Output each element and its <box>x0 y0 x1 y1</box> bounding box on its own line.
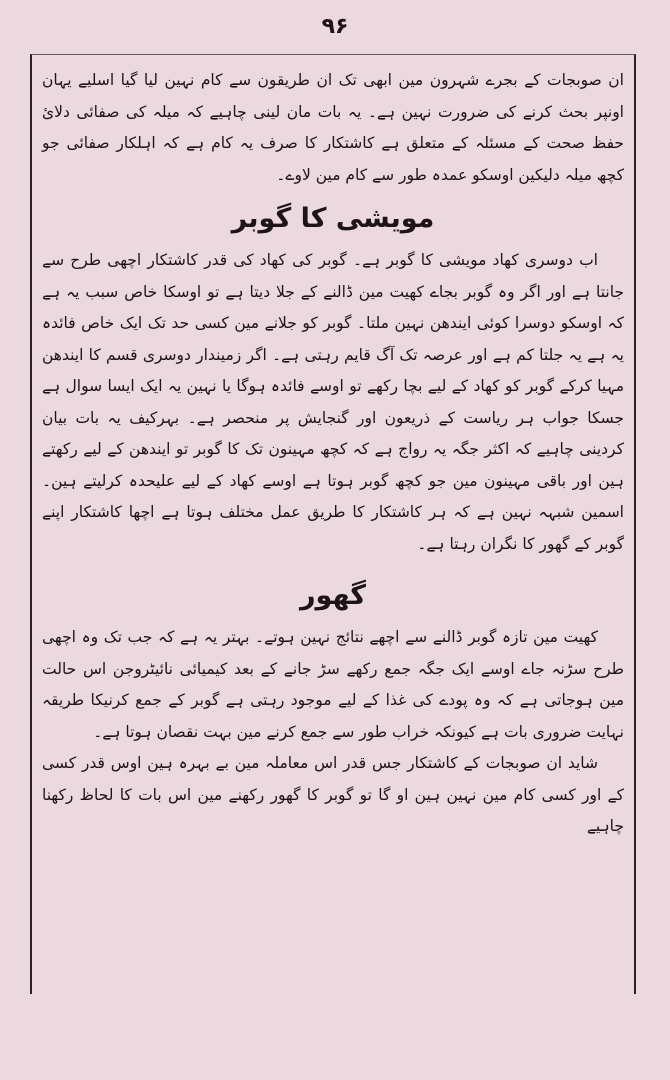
section-heading-manure-pit: گھور <box>300 580 366 611</box>
paragraph-manure-pit: کھیت مین تازہ گوبر ڈالنے سے اچھے نتائج نہین ہوتے۔ بہتر یہ ہے کہ جب تک وہ اچھی طرح سڑنہ جاے اوسے ایک جگہ جمع رکھے سڑ جانے کے بعد کیمیائی نائیٹروجن اس حالت مین ہوجاتی ہے کہ وہ پودے کی غذا کے لیے موجود رہتی ہے گوبر کے جمع کرنیکا طریقہ نہایت ضروری بات ہے کیونکہ خراب طور سے جمع کرنے مین بہت نقصان ہوتا ہے۔ <box>42 628 624 741</box>
page-number: ۹۶ <box>321 14 349 39</box>
paragraph-manure-pit-continued: شاید ان صوبجات کے کاشتکار جس قدر اس معاملہ مین بے بہرہ ہین اوس قدر کسی کے اور کسی کام مین نہین ہین او گا تو گوبر کا گھور رکھنے مین اس بات کا لحاظ رکھنا چاہیے <box>42 754 624 835</box>
paragraph-cattle-dung: اب دوسری کھاد مویشی کا گوبر ہے۔ گوبر کی کھاد کی قدر کاشتکار اچھی طرح سے جانتا ہے اور اگر وہ گوبر بجاے کھیت مین ڈالنے کے جلا دیتا ہے تو اوسکا خاص سبب یہ ہے کہ اوسکو دوسرا کوئی ایندھن نہین ملتا۔ گوبر کو جلانے مین کسی حد تک ایک خاص فائدہ یہ ہے یہ جلتا کم ہے اور عرصہ تک آگ قایم رہتی ہے۔ اگر زمیندار دوسری قسم کا ایندھن مہیا کرکے گوبر کو کھاد کے لیے بچا رکھے تو اوسے فائدہ ہوگا یا نہین یہ ایک ایسا سوال ہے جسکا جواب ہر ریاست کے ذریعون اور گنجایش پر منحصر ہے۔ بہرکیف یہ بات بیان کردینی چاہیے کہ اکثر جگہ یہ رواج ہے کہ کچھ مہینون تک کا گوبر تو ایندھن کے لیے رکھتے ہین اور باقی مہینون مین جو کچھ گوبر ہوتا ہے اوسے کھاد کے لیے علیحدہ کرلیتے ہین۔ اسمین شبہہ نہین ہے کہ ہر کاشتکار کا طریق عمل مختلف ہوتا ہے اچھا کاشتکار اپنے گوبر کے گھور کا نگران رہتا ہے۔ <box>42 251 624 553</box>
intro-paragraph: ان صوبجات کے بجرے شہرون مین ابھی تک ان طریقون سے کام نہین لیا گیا اسلیے یہان اونپر بحث کرنے کی ضرورت نہین ہے۔ یہ بات مان لینی چاہیے کہ میلہ کی صفائی دلائ حفظ صحت کے مسئلہ کے متعلق ہے کاشتکار کا صرف یہ کام ہے کہ اہلکار صفائی جو کچھ میلہ دلیکین اوسکو عمدہ طور سے کام مین لاوے۔ <box>42 71 624 184</box>
section-heading-cattle-dung: مویشی کا گوبر <box>231 203 435 234</box>
text-block <box>30 54 636 994</box>
